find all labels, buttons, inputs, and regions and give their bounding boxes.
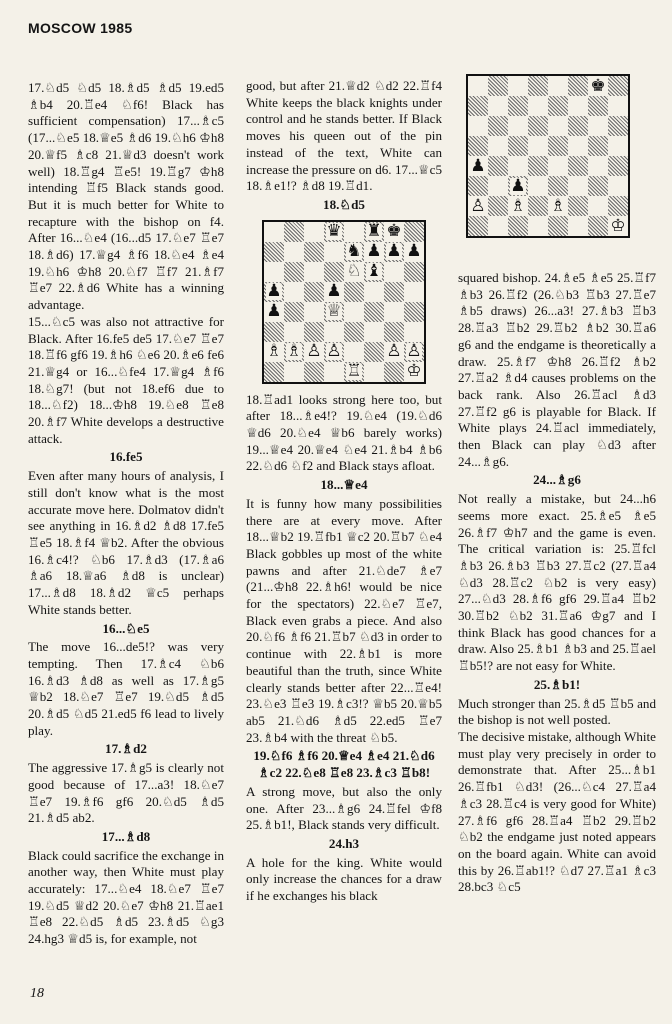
chess-diagram-1 [262, 220, 426, 384]
move-heading: 18.♘d5 [323, 196, 365, 212]
chess-square [528, 76, 548, 96]
chess-piece: ♟ [366, 241, 382, 262]
chess-square [588, 196, 608, 216]
chess-piece-square [344, 362, 364, 382]
chess-piece-square [364, 262, 384, 282]
chess-piece: ♙ [306, 341, 322, 362]
page-number: 18 [30, 986, 44, 1001]
chess-square [568, 176, 588, 196]
chess-square [304, 362, 324, 382]
paragraph: The aggressive 17.♗g5 is clearly not good because of 17...a3! 18.♘e7 ♖e7 19.♗f6 gf6 20.♘d5 ♗d5 21.♗d5 ab2. [28, 760, 224, 826]
chess-piece-square [264, 302, 284, 322]
chess-piece: ♟ [266, 281, 282, 302]
chess-square [304, 302, 324, 322]
chess-square [488, 136, 508, 156]
chess-piece: ♝ [366, 261, 382, 282]
chess-piece-square [264, 342, 284, 362]
chess-square [528, 216, 548, 236]
chess-square [508, 116, 528, 136]
paragraph: Not really a mistake, but 24...h6 seems more exact. 25.♗e5 ♗e5 26.♗f7 ♔h7 and the game is even. The critical variation is: 25.♖fcl ♗b3 26.♗b3 ♖b3 27.♖c2 (27.♖a4 ♘d3 28.♖c2 ♘b2 is very easy) 27...♘d3 28.♗f6 gf6 29.♖a4 ♖b2 30.♖b2 ♘b2 31.♖a6 ♔g7 and I think Black has good chances for a draw. Also 25.♗b1 ♗b3 and 25.♖ael ♖b5!? are not easy for White. [458, 491, 656, 674]
chess-piece-square [264, 282, 284, 302]
chess-square [344, 282, 364, 302]
paragraph: squared bishop. 24.♗e5 ♗e5 25.♖f7 ♗b3 26.♖f2 (26.♘b3 ♖b3 27.♖e7 ♗b5 draws) 26...a3! 27.♗b3 ♖b3 28.♖a3 ♖b2 29.♖b2 ♗b2 30.♖a6 g6 and the endgame is theoretically a draw. 25.♗f7 ♔h8 26.♖f2 ♗b2 27.♖a2 ♗d4 causes problems on the back rank. Also 26.♖acl ♗d3 27.♖f2 g6 is playable for Black. If White plays 24.♖acl immediately, then Black can play ♘d3 after 24...♗g6. [458, 270, 656, 469]
chess-square [528, 176, 548, 196]
paragraph: The move 16...de5!? was very tempting. Then 17.♗c4 ♘b6 16.♗d3 ♗d8 as well as 17.♗g5 ♕b2 18.♘e7 ♖e7 19.♘d5 ♗d5 20.♗d5 ♘d5 21.ed5 f6 lead to lively play. [28, 639, 224, 738]
chess-piece: ♟ [470, 155, 486, 176]
chess-piece: ♟ [386, 241, 402, 262]
chess-square [284, 302, 304, 322]
chess-piece-square [284, 342, 304, 362]
chess-square [304, 282, 324, 302]
paragraph: A strong move, but also the only one. After 23...♗g6 24.♖fel ♔f8 25.♗b1!, Black stands very difficult. [246, 783, 442, 833]
chess-square [468, 76, 488, 96]
chess-piece-square [468, 196, 488, 216]
paragraph: 15...♘c5 was also not attractive for Black. After 16.fe5 de5 17.♘e7 ♖e7 18.♖f6 gf6 19.♗h6 ♘e6 20.♗e6 fe6 21.♕g4 or 16...♘fe4 17.♕g4 ♗f6 18.♘g7! (but not 18.ef6 due to 18...♘f2) 18...♔h8 19.♘e8 ♖e8 20.♗f7 White develops a destructive attack. [28, 313, 224, 446]
chess-square [364, 342, 384, 362]
chess-square [568, 136, 588, 156]
chess-piece-square [468, 156, 488, 176]
chess-piece: ♗ [286, 341, 302, 362]
chess-piece: ♔ [406, 361, 422, 382]
chess-square [548, 156, 568, 176]
chess-square [608, 136, 628, 156]
chess-square [324, 262, 344, 282]
chess-piece: ♟ [406, 241, 422, 262]
chess-square [324, 242, 344, 262]
chess-square [528, 96, 548, 116]
chess-square [508, 216, 528, 236]
chess-square [468, 116, 488, 136]
chess-piece: ♟ [266, 301, 282, 322]
chess-piece-square [384, 222, 404, 242]
chess-square [508, 156, 528, 176]
chess-square [588, 116, 608, 136]
chess-square [548, 136, 568, 156]
chess-square [568, 156, 588, 176]
chess-piece-square [324, 222, 344, 242]
chess-square [488, 96, 508, 116]
chess-square [468, 136, 488, 156]
chess-piece-square [404, 342, 424, 362]
chess-diagram-1-wrap [246, 220, 442, 384]
page-header: MOSCOW 1985 [28, 20, 133, 36]
move-heading: 16.fe5 [109, 449, 143, 465]
chess-square [508, 76, 528, 96]
chess-square [384, 362, 404, 382]
chess-piece: ♞ [346, 241, 362, 262]
paragraph: Even after many hours of analysis, I still don't know what is the most accurate move here. Dolmatov didn't see anything in 16.♗d2 ♗d8 17.fe5 ♖e5 18.♗f4 ♕b2. After the obvious 16.♗c4!? ♘b6 17.♗d3 (17.♗a6 ♗a6 18.♕a6 ♗d8 is unclear) 17...♗d8 18.♗d2 ♕c5 perhaps White stands better. [28, 468, 224, 617]
chess-piece-square [324, 282, 344, 302]
move-heading: 25.♗b1! [533, 676, 581, 692]
chess-square [364, 302, 384, 322]
chess-square [528, 156, 548, 176]
chess-piece: ♙ [470, 195, 486, 216]
chess-piece-square [508, 176, 528, 196]
chess-square [468, 96, 488, 116]
chess-piece-square [344, 262, 364, 282]
chess-piece-square [608, 216, 628, 236]
chess-square [364, 362, 384, 382]
move-heading: 16...♘e5 [102, 620, 150, 636]
chess-square [404, 322, 424, 342]
chess-square [404, 222, 424, 242]
chess-square [608, 156, 628, 176]
chess-square [588, 136, 608, 156]
chess-square [488, 216, 508, 236]
chess-square [384, 282, 404, 302]
chess-square [264, 322, 284, 342]
chess-piece-square [364, 222, 384, 242]
chess-square [568, 196, 588, 216]
chess-square [344, 342, 364, 362]
chess-piece-square [384, 242, 404, 262]
chess-square [384, 322, 404, 342]
chess-piece: ♘ [346, 261, 362, 282]
chess-piece: ♛ [326, 221, 342, 242]
chess-square [588, 216, 608, 236]
move-heading: 18...♕e4 [320, 477, 368, 493]
chess-piece: ♙ [386, 341, 402, 362]
chess-piece-square [404, 362, 424, 382]
move-heading: 24.h3 [328, 835, 360, 851]
chess-square [384, 302, 404, 322]
chess-square [284, 362, 304, 382]
chess-piece-square [384, 342, 404, 362]
chess-square [264, 222, 284, 242]
chess-piece: ♟ [510, 175, 526, 196]
chess-piece: ♟ [326, 281, 342, 302]
chess-square [468, 176, 488, 196]
chess-piece-square [324, 302, 344, 322]
chess-square [384, 262, 404, 282]
paragraph: 17.♘d5 ♘d5 18.♗d5 ♗d5 19.ed5 ♗b4 20.♖e4 ♘f6! Black has sufficient compensation) 17...♗c5 (17...♘e5 18.♕e5 ♗d6 19.♘h6 ♔h8 20.♕f5 ♗c8 21.♕d3 doesn't work well) 18.♖g4 ♖e5! 19.♖g7 ♔h8 intending ♖f5 Black stands good. But it is much better for White to recapture with the bishop on f4. After 16...♘e4 (16...d5 17.♘e7 ♖e7 18.♗d6) 17.♕g4 ♗f6 18.♘e4 ♗e4 19.♘h6 ♔h8 20.♘f7 ♖f7 21.♗f7 ♖e7 22.♗d6 White has a winning advantage. [28, 80, 224, 313]
chess-square [568, 76, 588, 96]
chess-square [284, 242, 304, 262]
chess-square [488, 196, 508, 216]
chess-square [528, 196, 548, 216]
chess-square [344, 322, 364, 342]
chess-square [488, 176, 508, 196]
chess-piece-square [364, 242, 384, 262]
chess-square [468, 216, 488, 236]
move-heading: 17.♗d2 [105, 741, 147, 757]
chess-piece-square [508, 196, 528, 216]
move-heading: 24...♗g6 [533, 472, 581, 488]
chess-piece: ♗ [550, 195, 566, 216]
chess-square [608, 96, 628, 116]
chess-piece: ♚ [590, 75, 606, 96]
chess-square [304, 242, 324, 262]
chess-square [284, 282, 304, 302]
chess-diagram-2-wrap [466, 74, 630, 238]
paragraph: Black could sacrifice the exchange in another way, then White must play accurately: 17...♘e4 18.♘e7 ♖e7 19.♘d5 ♕d2 20.♘e7 ♔h8 21.♖ae1 ♖e8 22.♘d5 ♗d5 23.♗d5 ♘g3 24.hg3 ♕d5 is, for example, not [28, 847, 224, 947]
column-1 [28, 80, 224, 948]
move-heading: 17...♗d8 [101, 828, 151, 844]
chess-piece-square [324, 342, 344, 362]
chess-square [324, 362, 344, 382]
chess-square [588, 96, 608, 116]
paragraph: A hole for the king. White would only increase the chances for a draw if he exchanges his black [246, 854, 442, 904]
chess-square [488, 156, 508, 176]
chess-piece-square [344, 242, 364, 262]
chess-square [264, 262, 284, 282]
paragraph: good, but after 21.♕d2 ♘d2 22.♖f4 White keeps the black knights under control and he stands better. If Black moves his queen out of the pin instead of the text, White can increase the pressure on d6. 17...♕c5 18.♗e1!? ♗d8 19.♖d1. [246, 78, 442, 194]
paragraph: Much stronger than 25.♗d5 ♖b5 and the bishop is not well posted. [458, 695, 656, 728]
chess-square [304, 262, 324, 282]
chess-square [608, 176, 628, 196]
chess-square [568, 216, 588, 236]
chess-square [364, 282, 384, 302]
chess-piece: ♜ [366, 221, 382, 242]
chess-piece-square [304, 342, 324, 362]
paragraph: The decisive mistake, although White must play very precisely in order to demonstrate that. After 25...♗b1 26.♖fb1 ♘d3! (26...♘c4 27.♖a4 ♗c3 28.♖c4 is very good for White) 27.♗f6 gf6 28.♖a4 ♖b2 29.♖b2 ♘b2 the endgame just noted appears on the board again. White can avoid this by 26.♖ab1!? ♘d7 27.♖a1 ♗c3 28.bc3 ♘c5 [458, 728, 656, 895]
move-heading: 19.♘f6 ♗f6 20.♕e4 ♗e4 21.♘d6 ♗c2 22.♘e8 ♖e8 23.♗c3 ♖b8! [253, 748, 435, 781]
chess-square [588, 156, 608, 176]
chess-square [284, 262, 304, 282]
chess-piece-square [548, 196, 568, 216]
chess-piece: ♗ [266, 341, 282, 362]
chess-square [608, 76, 628, 96]
paragraph: It is funny how many possibilities there are at every move. After 18...♕b2 19.♖fb1 ♕c2 20.♖b7 ♘e4 Black gobbles up most of the white pawns and after 21.♘de7 ♗e7 (21...♔h8 22.♗h6! would be nice for the spectators) 22.♘e7 ♖e7, Black even grabs a piece. And also 20.♘f6 ♗f6 21.♖b7 ♘d3 in order to continue with 22.♗b1 is more beautiful than the truth, since White clearly stands better after 22...♖e4! 23.♘e3 ♖e3 19.♗c3!? ♕b5 20.♕b5 ab5 21.♘d6 ♗d5 22.ed5 ♖e7 23.♗b4 with the threat ♘b5. [246, 495, 442, 745]
chess-square [264, 362, 284, 382]
chess-square [488, 116, 508, 136]
chess-square [508, 96, 528, 116]
chess-square [528, 136, 548, 156]
chess-square [344, 222, 364, 242]
paragraph: 18.♖ad1 looks strong here too, but after 18...♗e4!? 19.♘e4 (19.♘d6 ♕d6 20.♘e4 ♕b6 barely works) 19...♕e4 20.♕e4 ♘e4 21.♗b4 ♗b6 22.♘d6 ♘f2 and Black stays afloat. [246, 391, 442, 474]
chess-piece-square [404, 242, 424, 262]
chess-piece: ♕ [326, 301, 342, 322]
column-3 [458, 270, 656, 896]
chess-square [548, 116, 568, 136]
chess-piece: ♗ [510, 195, 526, 216]
chess-piece: ♚ [386, 221, 402, 242]
chess-square [488, 76, 508, 96]
chess-square [304, 222, 324, 242]
chess-square [548, 176, 568, 196]
chess-square [548, 96, 568, 116]
chess-square [588, 176, 608, 196]
chess-piece-square [588, 76, 608, 96]
chess-piece: ♙ [326, 341, 342, 362]
chess-square [568, 116, 588, 136]
chess-square [404, 282, 424, 302]
chess-square [304, 322, 324, 342]
chess-square [404, 302, 424, 322]
chess-square [608, 116, 628, 136]
chess-square [404, 262, 424, 282]
chess-square [284, 322, 304, 342]
chess-square [264, 242, 284, 262]
chess-square [344, 302, 364, 322]
chess-square [548, 76, 568, 96]
chess-diagram-2 [466, 74, 630, 238]
chess-square [548, 216, 568, 236]
chess-square [284, 222, 304, 242]
chess-square [364, 322, 384, 342]
chess-square [608, 196, 628, 216]
column-2 [246, 78, 442, 905]
chess-square [508, 136, 528, 156]
chess-square [324, 322, 344, 342]
chess-piece: ♖ [346, 361, 362, 382]
chess-square [528, 116, 548, 136]
chess-square [568, 96, 588, 116]
chess-piece: ♔ [610, 215, 626, 236]
chess-piece: ♙ [406, 341, 422, 362]
